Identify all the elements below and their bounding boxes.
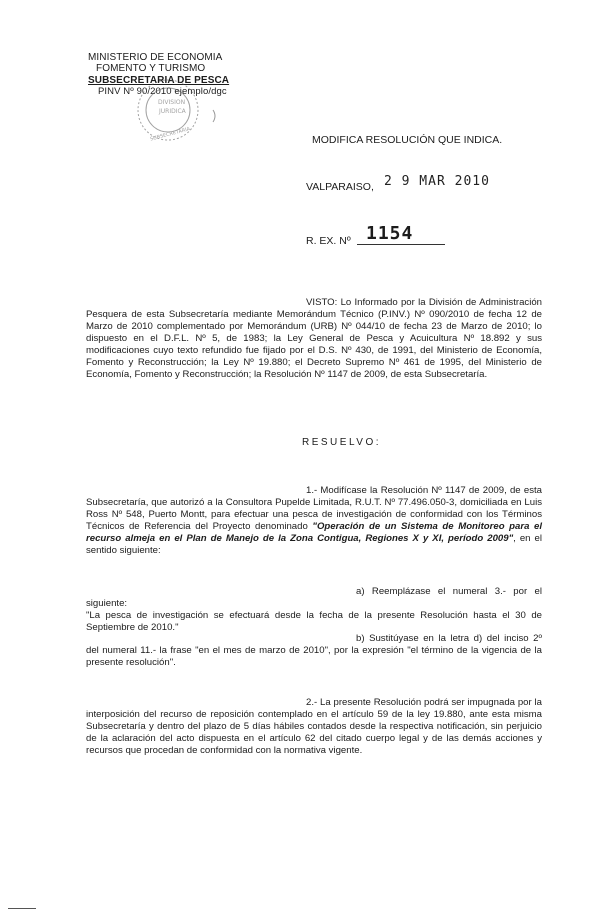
header-subsecretaria: SUBSECRETARIA DE PESCA — [88, 75, 230, 86]
stamp-text-subsecretaria: SUBSECRETARIA — [149, 126, 191, 143]
place-city: VALPARAISO, — [306, 181, 374, 193]
visto-text: Lo Informado por la División de Administración Pesquera de esta Subsecretaría mediante Memorándum Técnico (P.INV.) Nº 090/2010 de fecha 12 de Marzo de 2010 complementado por Memorándum (URB) Nº 044/10 de fecha 23 de Marzo de 2010; lo dispuesto en el D.F.L. Nº 5, de 1983; la Ley General de Pesca y Acuicultura Nº 18.892 y sus modificaciones cuyo texto refundido fue fijado por el D.S. Nº 430, de 1991, del Ministerio de Economía, Fomento y Reconstrucción; la Ley Nº 19.880; el Decreto Supremo Nº 461 de 1995, del Ministerio de Economía, Fomento y Reconstrucción; la Resolución Nº 1147 de 2009, de esta Subsecretaría. — [86, 297, 543, 380]
item-1-project-title: "Operación de un Sistema de Monitoreo para el recurso almeja en el Plan de Manejo de la Zona Contigua, Regiones X y XI, período 2009" — [86, 521, 542, 544]
stamp-text-division: DIVISION — [158, 99, 186, 106]
item-2-paragraph — [86, 697, 542, 757]
item-1-paragraph — [86, 485, 542, 557]
item-b-text: b) Sustitúyase en la letra d) del inciso 2º del numeral 11.- la frase "en el mes de marzo de 2010", por la expresión "el término de la vigencia de la presente resolución". — [86, 633, 542, 668]
resuelvo-heading: RESUELVO: — [302, 437, 381, 448]
header-reference: PINV Nº 90/2010 ejemplo/dgc — [98, 86, 227, 97]
resolution-label: R. EX. Nº — [306, 235, 351, 247]
page-edge-mark — [8, 908, 36, 909]
item-a-paragraph — [86, 586, 542, 634]
official-seal-stamp — [128, 70, 228, 170]
item-2-text: 2.- La presente Resolución podrá ser impugnada por la interposición del recurso de reposición contemplado en el artículo 59 de la ley 19.880, ante esta misma Subsecretaría y dentro del plazo de 5 días hábiles contados desde la respectiva notificación, sin perjuicio de la aclaración del acto dispuesta en el artículo 62 del citado cuerpo legal y de las demás acciones y recursos que procedan de conformidad con la normativa vigente. — [86, 697, 542, 756]
stamped-date: 2 9 MAR 2010 — [384, 174, 490, 189]
header-ministry: MINISTERIO DE ECONOMIA — [88, 52, 223, 63]
header-fomento: FOMENTO Y TURISMO — [96, 63, 206, 74]
visto-paragraph — [86, 297, 542, 381]
item-1-tail: , en el sentido siguiente: — [86, 533, 543, 556]
resolution-number: 1154 — [366, 223, 414, 244]
item-1-text: 1.- Modifícase la Resolución Nº 1147 de 2009, de esta Subsecretaría, que autorizó a la Consultora Pupelde Limitada, R.U.T. Nº 77.496.050-3, domiciliada en Luis Ross Nº 548, Puerto Montt, para efectuar una pesca de investigación de conformidad con los Términos Técnicos de Referencia del Proyecto denominado — [86, 485, 542, 532]
item-a-lead: a) Reemplázase el numeral 3.- por el siguiente: — [86, 586, 542, 609]
resolution-underline — [357, 244, 445, 245]
visto-lead: VISTO: — [306, 297, 338, 308]
stamp-text-juridica: JURIDICA — [159, 108, 186, 115]
document-subject: MODIFICA RESOLUCIÓN QUE INDICA. — [312, 134, 503, 146]
item-b-paragraph — [86, 633, 542, 669]
item-a-text: "La pesca de investigación se efectuará desde la fecha de la presente Resolución hasta el 30 de Septiembre de 2010." — [86, 610, 542, 633]
